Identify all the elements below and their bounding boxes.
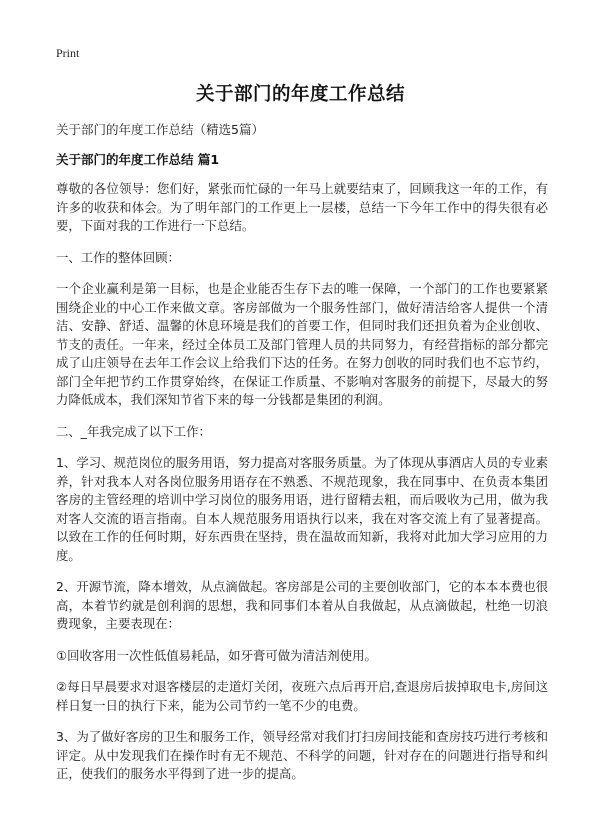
document-title: 关于部门的年度工作总结 xyxy=(195,84,405,105)
paragraph-subitem-1: ①回收客用一次性低值易耗品，如牙膏可做为清洁剂使用。 xyxy=(56,647,377,663)
section-heading: 关于部门的年度工作总结 篇1 xyxy=(56,152,220,167)
print-label[interactable]: Print xyxy=(56,46,80,60)
paragraph-overview: 一个企业赢利是第一目标，也是企业能否生存下去的唯一保障，一个部门的工作也要紧紧围绕企业的中心工作来做文章。客房部做为一个服务性部门，做好清洁给客人提供一个清洁、安静、舒适、温馨的休息环境是我们的首要工作，但同时我们还担负着为企业创收、节支的责任。一年来，经过全体员工及部门管理人员的共同努力，有经营指标的部分都完成了山庄领导在去年工作会议上给我们下达的任务。在努力创收的同时我们也不忘节约，部门全年把节约工作贯穿始终，在保证工作质量、不影响对客服务的前提下，尽最大的努力降低成本，我们深知节省下来的每一分钱都是集团的利润。 xyxy=(56,281,548,407)
paragraph-heading-overview: 一、工作的整体回顾： xyxy=(56,249,180,265)
paragraph-greeting: 尊敬的各位领导：您们好，紧张而忙碌的一年马上就要结束了，回顾我这一年的工作，有许多的收获和体会。为了明年部门的工作更上一层楼，总结一下今年工作中的得失很有必要，下面对我的工作进行一下总结。 xyxy=(56,181,548,233)
paragraph-item-2: 2、开源节流，降本增效，从点滴做起。客房部是公司的主要创收部门，它的本本本费也很高，本着节约就是创利润的思想，我和同事们本着从自我做起，从点滴做起，杜绝一切浪费现象，主要表现在： xyxy=(56,579,548,631)
paragraph-item-3: 3、为了做好客房的卫生和服务工作，领导经常对我们打扫房间技能和查房技巧进行考核和评定。从中发现我们在操作时有无不规范、不科学的问题，针对存在的问题进行指导和纠正，使我们的服务水平得到了进一步的提高。 xyxy=(56,729,548,781)
document-body xyxy=(56,180,548,797)
paragraph-heading-completed: 二、_年我完成了以下工作： xyxy=(56,423,211,439)
document-subtitle: 关于部门的年度工作总结（精选5篇） xyxy=(56,122,264,137)
paragraph-item-1: 1、学习、规范岗位的服务用语，努力提高对客服务质量。为了体现从事酒店人员的专业素养，针对我本人对各岗位服务用语存在不熟悉、不规范现象，我在同事中、在负责本集团客房的主管经理的培训中学习岗位的服务用语，进行留精去粗，而后吸收为己用，做为我对客人交流的语言指南。自本人规范服务用语执行以来，我在对客交流上有了显著提高。以致在工作的任何时期，好东西贵在坚持，贵在温故而知新，我将对此加大学习应用的力度。 xyxy=(56,455,548,563)
paragraph-subitem-2: ②每日早晨要求对退客楼层的走道灯关闭，夜班六点后再开启,查退房后拔掉取电卡,房间这样日复一日的执行下来，能为公司节约一笔不少的电费。 xyxy=(56,679,548,713)
